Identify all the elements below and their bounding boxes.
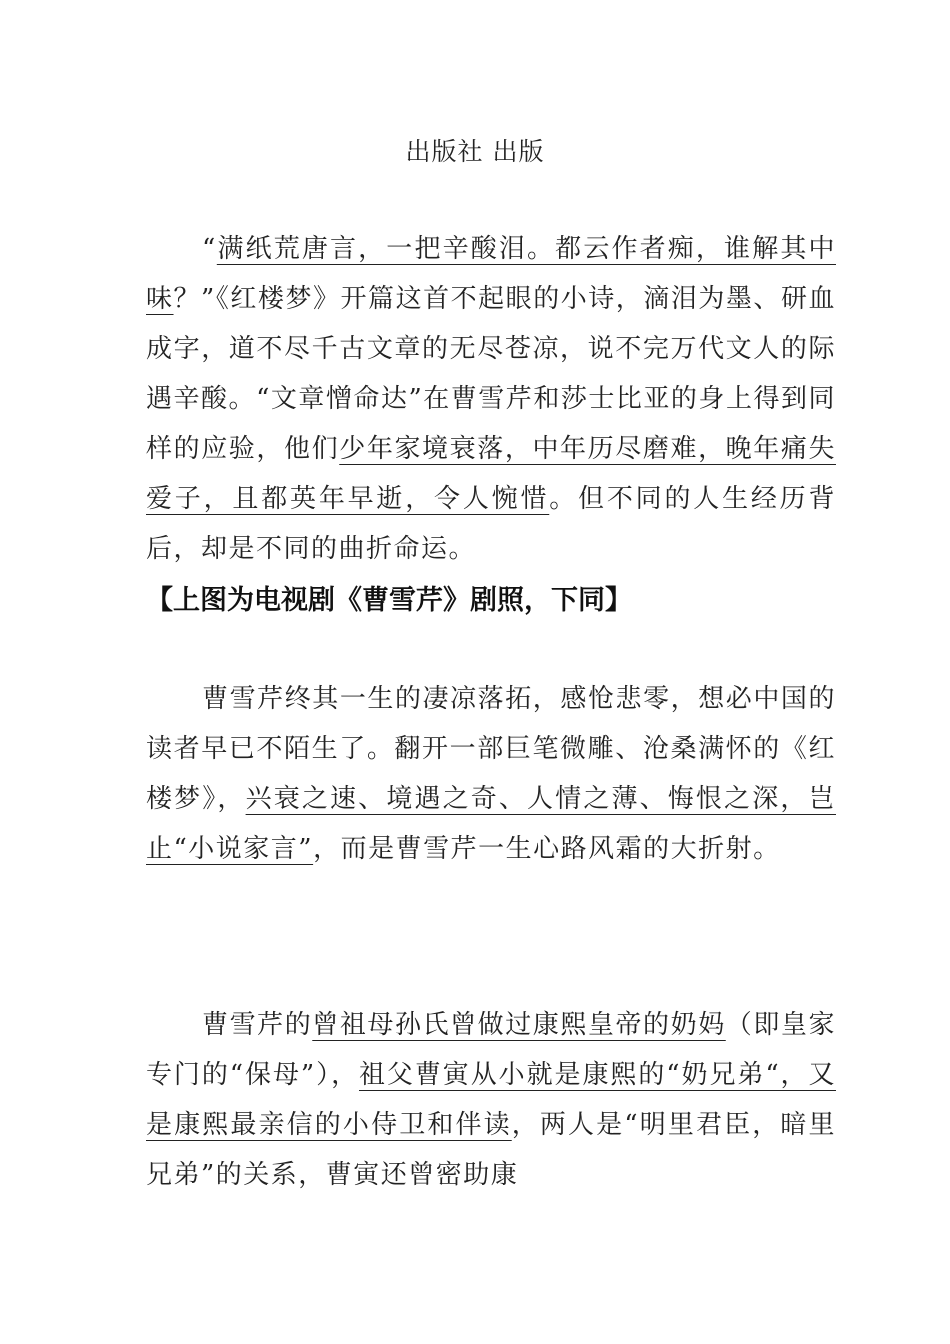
paragraph-text: ？”《红楼梦》开篇这首不起眼的小诗，滴泪为墨、研血成字，道不尽千古文章的无尽苍凉，说不完万代文人的际遇辛酸。“文章憎命达”在曹雪芹和莎士比亚的身上得到同样的应验，他们 xyxy=(146,284,836,464)
paragraph-opening xyxy=(146,224,836,574)
underlined-fate: 少年家境衰落，中年历尽磨难，晚年痛失爱子，且都英年早逝，令人惋惜 xyxy=(146,434,836,514)
paragraph-family-background xyxy=(146,1000,836,1200)
underlined-grandfather: 祖父曹寅从小就是康熙的“奶兄弟“，又是康熙最亲信的小侍卫和伴读 xyxy=(146,1060,836,1140)
paragraph-text: ，两人是“明里君臣，暗里兄弟”的关系，曹寅还曾密助康 xyxy=(146,1110,836,1190)
paragraph-text: 曹雪芹的 xyxy=(202,1010,313,1040)
paragraph-cao-xueqin-life xyxy=(146,674,836,874)
underlined-great-grandmother: 曾祖母孙氏曾做过康熙皇帝的奶妈 xyxy=(312,1010,726,1040)
underlined-novel-themes: 兴衰之速、境遇之奇、人情之薄、悔恨之深，岂止“小说家言” xyxy=(146,784,836,864)
paragraph-text: 。但不同的人生经历背后，却是不同的曲折命运。 xyxy=(146,484,836,564)
publisher-header: 出版社 出版 xyxy=(405,137,545,166)
paragraph-text: （即皇家专门的“保母”）， xyxy=(146,1010,836,1090)
underlined-poem: 满纸荒唐言，一把辛酸泪。都云作者痴，谁解其中味 xyxy=(146,234,836,314)
paragraph-text: 曹雪芹终其一生的凄凉落拓，感怆悲零，想必中国的读者早已不陌生了。翻开一部巨笔微雕、沧桑满怀的《红楼梦》， xyxy=(146,684,836,814)
image-caption: 【上图为电视剧《曹雪芹》剧照，下同】 xyxy=(146,585,632,616)
quote-mark: “ xyxy=(202,234,217,264)
paragraph-text: ，而是曹雪芹一生心路风霜的大折射。 xyxy=(313,834,781,864)
